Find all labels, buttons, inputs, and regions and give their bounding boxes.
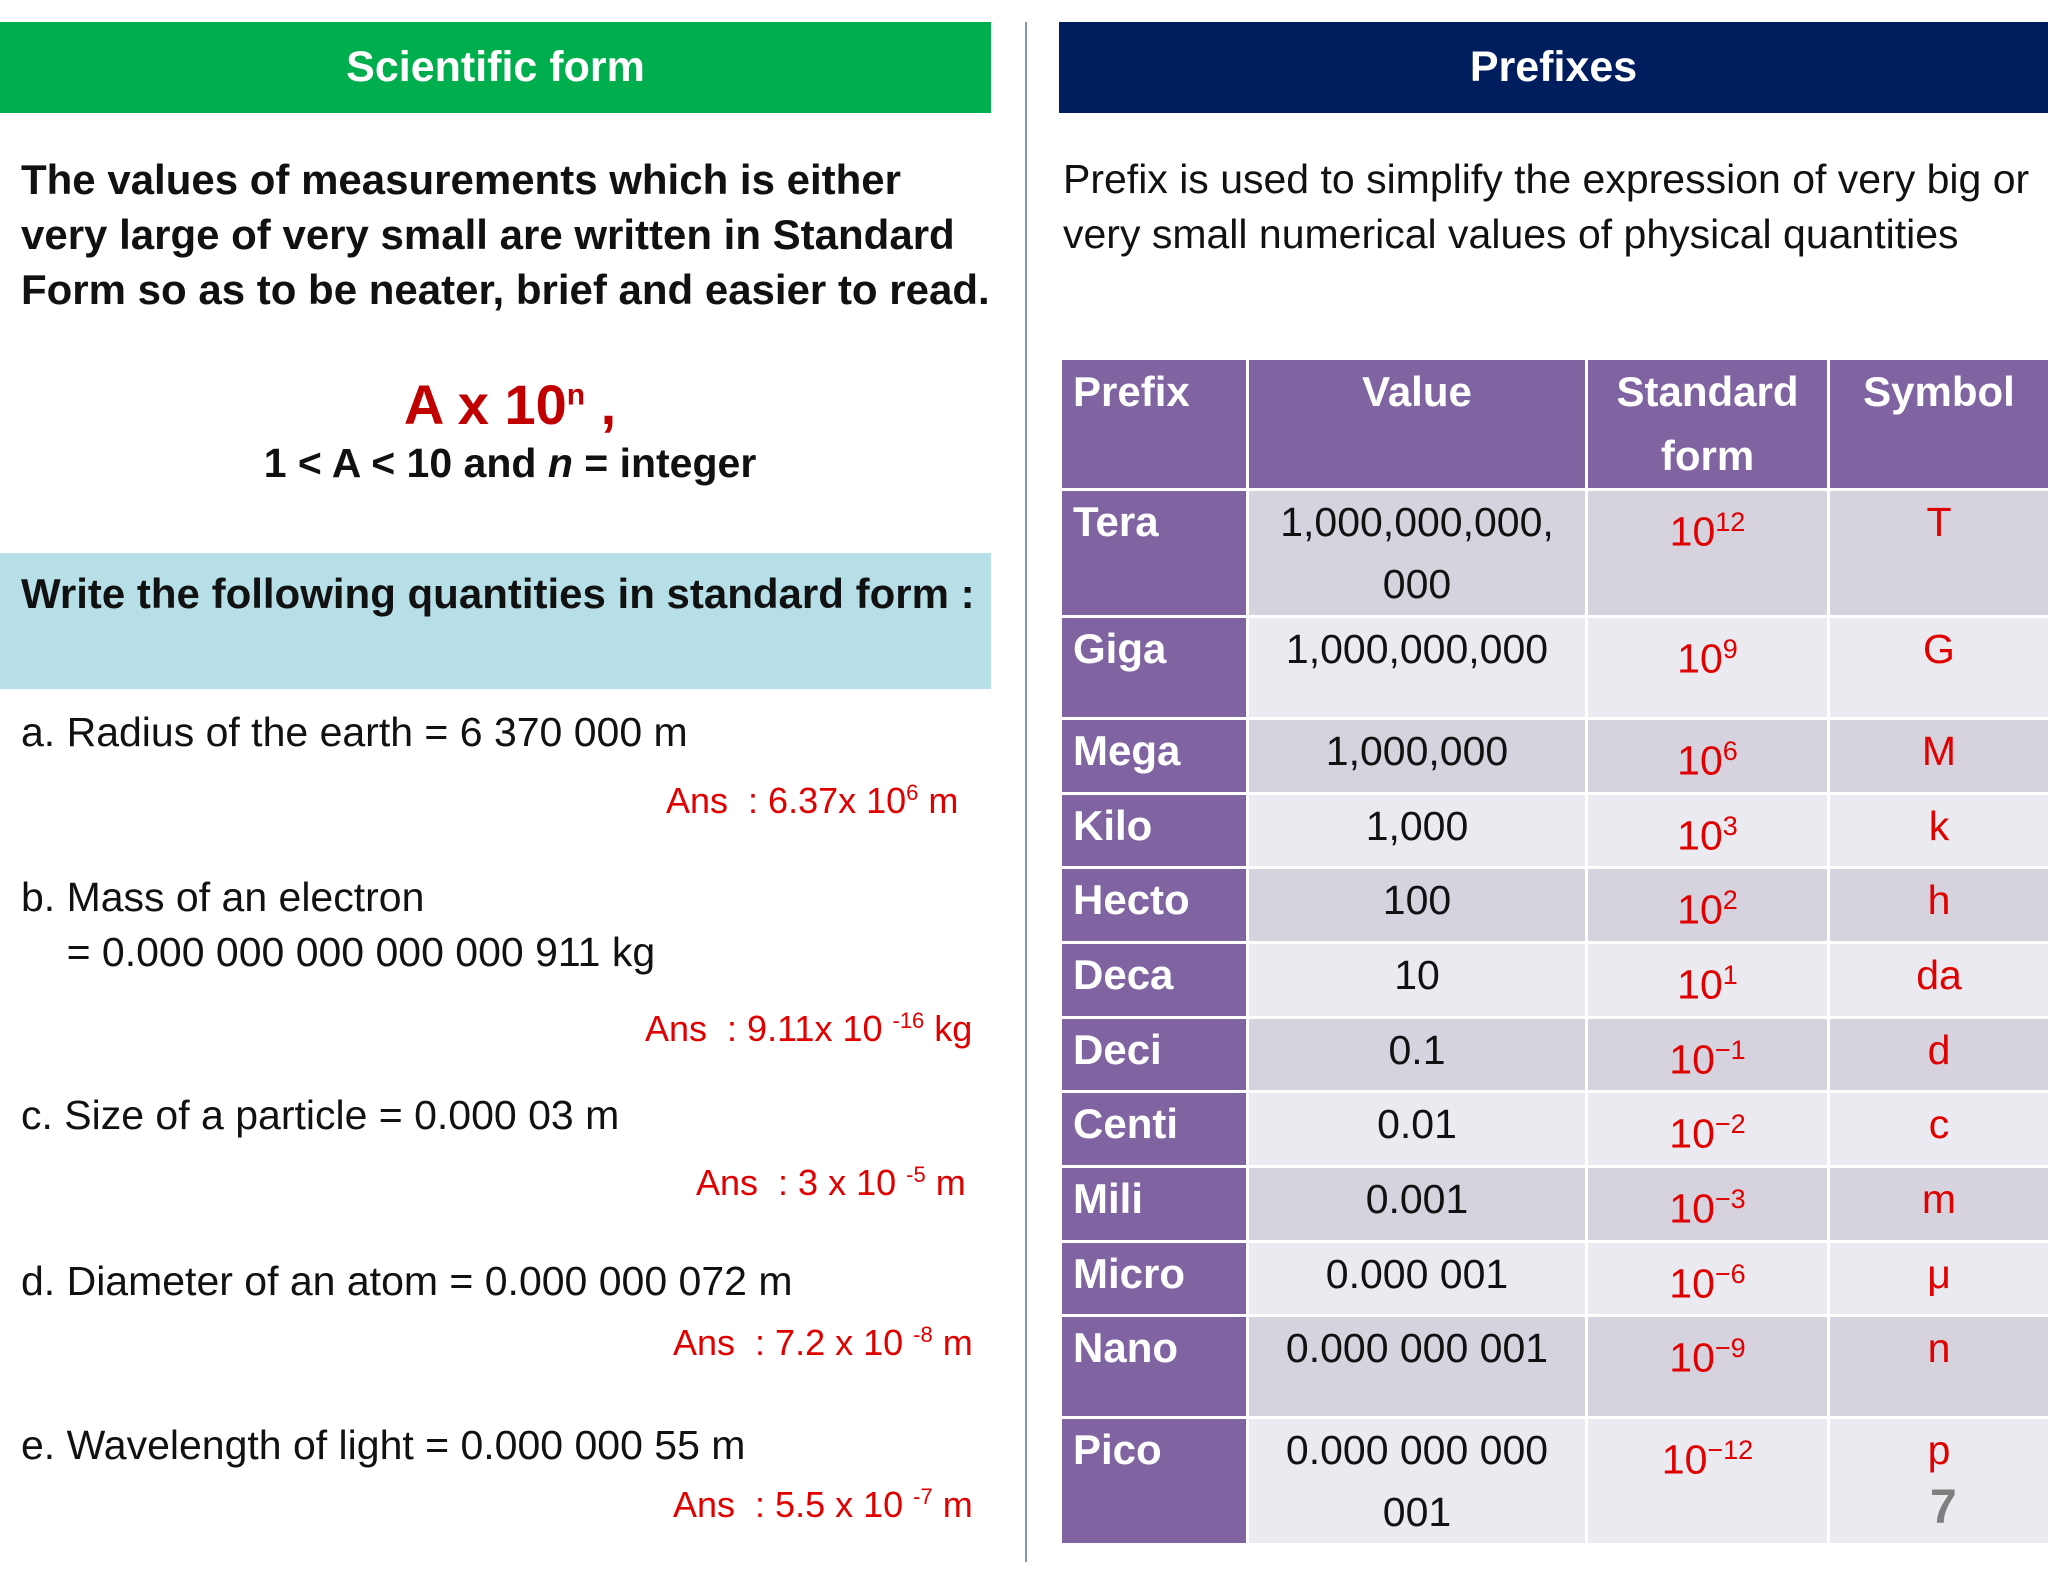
prefix-table — [1059, 357, 2048, 1546]
answer-c-label: Ans — [696, 1162, 759, 1203]
answer-c — [696, 1162, 966, 1204]
formula-base: A x 10 — [403, 373, 567, 436]
standard-form-base: 10 — [1677, 737, 1723, 784]
table-row — [1061, 942, 2048, 1017]
task-instruction: Write the following quantities in standard form : — [21, 570, 975, 617]
table-row — [1061, 868, 2048, 943]
standard-form-exponent: 12 — [1715, 507, 1746, 537]
answer-a — [666, 780, 958, 822]
table-row — [1061, 1092, 2048, 1167]
prefixes-header — [1059, 22, 2048, 113]
answer-d-exp: -8 — [913, 1322, 933, 1347]
prefix-cell: Hecto — [1061, 868, 1248, 943]
prefix-description: Prefix is used to simplify the expression of very big or very small numerical values of physical quantities — [1063, 156, 2030, 257]
column-header-value: Value — [1248, 359, 1587, 490]
symbol-cell: M — [1829, 719, 2048, 794]
answer-e-value: : 5.5 x 10 — [735, 1484, 914, 1525]
symbol-cell: μ — [1829, 1241, 2048, 1316]
standard-form-base: 10 — [1677, 635, 1723, 682]
standard-form-exponent: 3 — [1722, 810, 1738, 841]
condition-pre: 1 < A < 10 and — [263, 440, 548, 486]
standard-form-base: 10 — [1677, 961, 1723, 1008]
column-header-prefix: Prefix — [1061, 359, 1248, 490]
standard-form-base: 10 — [1669, 1036, 1715, 1083]
standard-form-exponent: −9 — [1714, 1333, 1746, 1364]
prefixes-header-label: Prefixes — [1469, 43, 1638, 91]
table-row — [1061, 1241, 2048, 1316]
prefix-cell: Mega — [1061, 719, 1248, 794]
table-row — [1061, 1418, 2048, 1545]
standard-form-cell — [1587, 1418, 1829, 1545]
standard-form-base: 10 — [1677, 886, 1723, 933]
standard-form-base: 10 — [1677, 812, 1723, 859]
prefix-cell: Giga — [1061, 617, 1248, 719]
answer-a-label: Ans — [666, 780, 729, 821]
standard-form-base: 10 — [1661, 1436, 1708, 1483]
answer-b-exp: -16 — [892, 1008, 925, 1033]
value-cell: 0.000 001 — [1248, 1241, 1587, 1316]
value-cell: 100 — [1248, 868, 1587, 943]
answer-b — [645, 1008, 972, 1050]
symbol-cell: p — [1829, 1418, 2048, 1545]
answer-b-label: Ans — [645, 1008, 708, 1049]
standard-form-cell — [1587, 1166, 1829, 1241]
answer-e-unit: m — [932, 1484, 973, 1525]
answer-c-unit: m — [925, 1162, 966, 1203]
table-header-row — [1061, 359, 2048, 490]
standard-form-exponent: −1 — [1714, 1034, 1746, 1065]
formula-condition — [0, 440, 1020, 487]
value-cell: 1,000 — [1248, 793, 1587, 868]
question-d: d. Diameter of an atom = 0.000 000 072 m — [21, 1258, 793, 1304]
value-cell: 10 — [1248, 942, 1587, 1017]
answer-a-unit: m — [918, 780, 959, 821]
value-cell: 0.1 — [1248, 1017, 1587, 1092]
condition-var: n — [547, 440, 573, 486]
standard-form-base: 10 — [1669, 1334, 1715, 1381]
value-cell: 0.01 — [1248, 1092, 1587, 1167]
question-c: c. Size of a particle = 0.000 03 m — [21, 1092, 620, 1138]
standard-form-exponent: 9 — [1722, 634, 1738, 664]
symbol-cell: h — [1829, 868, 2048, 943]
answer-c-exp: -5 — [906, 1162, 926, 1187]
table-row — [1061, 1017, 2048, 1092]
answer-a-value: : 6.37x 10 — [728, 780, 907, 821]
value-cell: 1,000,000,000 — [1248, 617, 1587, 719]
standard-form-exponent: −12 — [1707, 1435, 1754, 1466]
symbol-cell: da — [1829, 942, 2048, 1017]
standard-form-formula — [0, 372, 1020, 437]
standard-form-base: 10 — [1669, 1260, 1715, 1307]
formula-tail: , — [585, 373, 617, 436]
value-cell: 1,000,000 — [1248, 719, 1587, 794]
standard-form-cell — [1587, 793, 1829, 868]
symbol-cell: T — [1829, 490, 2048, 617]
answer-b-unit: kg — [924, 1008, 973, 1049]
symbol-cell: G — [1829, 617, 2048, 719]
standard-form-exponent: −3 — [1714, 1183, 1746, 1214]
standard-form-base: 10 — [1669, 1185, 1715, 1232]
question-b: b. Mass of an electron — [21, 874, 425, 920]
standard-form-cell — [1587, 868, 1829, 943]
standard-form-base: 10 — [1669, 1110, 1715, 1157]
table-row — [1061, 490, 2048, 617]
standard-form-cell — [1587, 490, 1829, 617]
prefix-cell: Pico — [1061, 1418, 1248, 1545]
table-row — [1061, 719, 2048, 794]
prefix-cell: Deci — [1061, 1017, 1248, 1092]
intro-paragraph: The values of measurements which is either very large of very small are written in Standard Form so as to be neater, brief and easier to read. — [21, 156, 990, 313]
standard-form-cell — [1587, 1316, 1829, 1418]
answer-d-unit: m — [932, 1322, 973, 1363]
table-row — [1061, 1166, 2048, 1241]
page-number: 7 — [1930, 1481, 1957, 1534]
prefix-cell: Tera — [1061, 490, 1248, 617]
standard-form-cell — [1587, 1241, 1829, 1316]
standard-form-cell — [1587, 1092, 1829, 1167]
prefix-cell: Mili — [1061, 1166, 1248, 1241]
scientific-form-header — [0, 22, 991, 113]
answer-d — [673, 1322, 973, 1364]
prefix-cell: Micro — [1061, 1241, 1248, 1316]
question-b-value: = 0.000 000 000 000 000 911 kg — [21, 929, 656, 975]
prefix-cell: Nano — [1061, 1316, 1248, 1418]
prefix-cell: Deca — [1061, 942, 1248, 1017]
prefix-cell: Centi — [1061, 1092, 1248, 1167]
standard-form-cell — [1587, 719, 1829, 794]
standard-form-base: 10 — [1669, 508, 1716, 555]
scientific-form-header-label: Scientific form — [346, 43, 645, 91]
answer-a-exp: 6 — [906, 780, 919, 805]
symbol-cell: d — [1829, 1017, 2048, 1092]
value-cell: 0.001 — [1248, 1166, 1587, 1241]
standard-form-exponent: 1 — [1722, 959, 1738, 990]
prefix-cell: Kilo — [1061, 793, 1248, 868]
question-e: e. Wavelength of light = 0.000 000 55 m — [21, 1422, 746, 1468]
answer-d-label: Ans — [673, 1322, 736, 1363]
value-cell: 0.000 000 000 001 — [1248, 1418, 1587, 1545]
symbol-cell: c — [1829, 1092, 2048, 1167]
standard-form-exponent: 6 — [1722, 736, 1738, 766]
standard-form-cell — [1587, 617, 1829, 719]
symbol-cell: k — [1829, 793, 2048, 868]
standard-form-exponent: 2 — [1722, 885, 1738, 916]
formula-exponent: n — [566, 378, 586, 412]
value-cell: 0.000 000 001 — [1248, 1316, 1587, 1418]
answer-e-label: Ans — [673, 1484, 736, 1525]
column-header-standard-form: Standard form — [1587, 359, 1829, 490]
value-cell: 1,000,000,000, 000 — [1248, 490, 1587, 617]
answer-e — [673, 1484, 973, 1526]
symbol-cell: n — [1829, 1316, 2048, 1418]
answer-e-exp: -7 — [913, 1484, 933, 1509]
standard-form-cell — [1587, 1017, 1829, 1092]
answer-b-value: : 9.11x 10 — [707, 1008, 893, 1049]
column-header-symbol: Symbol — [1829, 359, 2048, 490]
standard-form-exponent: −2 — [1714, 1109, 1746, 1140]
table-row — [1061, 793, 2048, 868]
standard-form-cell — [1587, 942, 1829, 1017]
standard-form-exponent: −6 — [1714, 1258, 1746, 1289]
condition-post: = integer — [572, 440, 757, 486]
table-row — [1061, 617, 2048, 719]
answer-c-value: : 3 x 10 — [758, 1162, 907, 1203]
answer-d-value: : 7.2 x 10 — [735, 1322, 914, 1363]
column-divider — [1025, 22, 1027, 1562]
symbol-cell: m — [1829, 1166, 2048, 1241]
question-a: a. Radius of the earth = 6 370 000 m — [21, 709, 688, 755]
table-row — [1061, 1316, 2048, 1418]
